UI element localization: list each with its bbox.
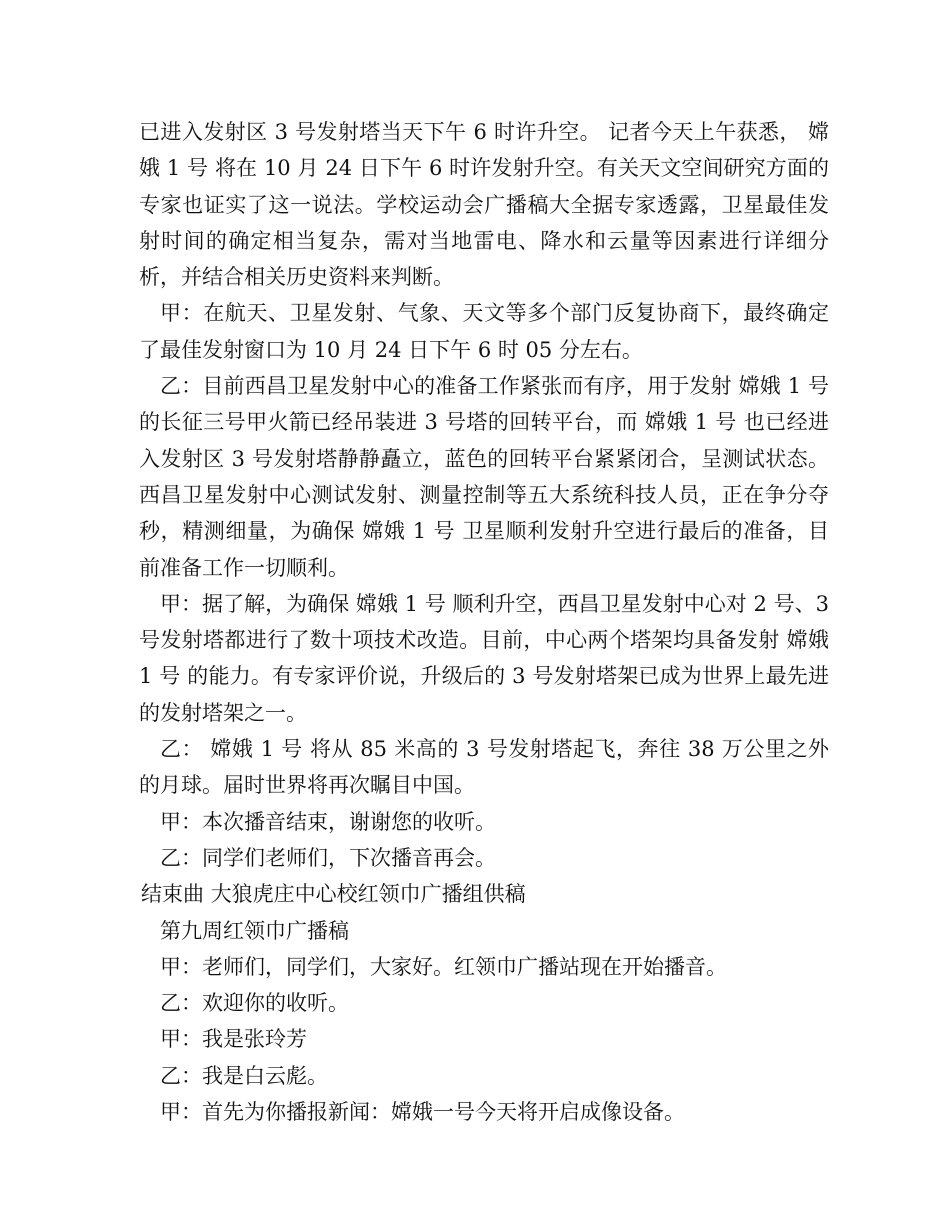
paragraph-jia-end: 甲：本次播音结束，谢谢您的收听。 <box>160 809 496 834</box>
paragraph-closing-credit: 结束曲 大狼虎庄中心校红领巾广播组供稿 <box>141 882 526 907</box>
paragraph-jia-tower-upgrade: 甲：据了解，为确保 嫦娥 1 号 顺利升空，西昌卫星发射中心对 2 号、3 号发射塔都进行了数十项技术改造。目前，中心两个塔架均具备发射 嫦娥 1 号 的能力。有专家评价说，升级后的 3 号发射塔架已成为世界上最先进的发射塔架之一。 <box>139 591 829 725</box>
paragraph-yi-moon: 乙： 嫦娥 1 号 将从 85 米高的 3 号发射塔起飞，奔往 38 万公里之外的月球。届时世界将再次瞩目中国。 <box>139 737 829 798</box>
paragraph-yi-farewell: 乙：同学们老师们，下次播音再会。 <box>160 845 496 870</box>
paragraph-yi-preparation: 乙：目前西昌卫星发射中心的准备工作紧张而有序，用于发射 嫦娥 1 号 的长征三号甲火箭已经吊装进 3 号塔的回转平台，而 嫦娥 1 号 也已经进入发射区 3 号发射塔静静矗立，蓝色的回转平台紧紧闭合，呈测试状态。西昌卫星发射中心测试发射、测量控制等五大系统科技人员，正在争分夺秒，精测细量，为确保 嫦娥 1 号 卫星顺利发射升空进行最后的准备，目前准备工作一切顺利。 <box>139 374 829 580</box>
paragraph-jia-name: 甲：我是张玲芳 <box>160 1027 307 1052</box>
paragraph-yi-name: 乙：我是白云彪。 <box>160 1063 328 1088</box>
paragraph-jia-news: 甲：首先为你播报新闻：嫦娥一号今天将开启成像设备。 <box>160 1100 685 1125</box>
paragraph-jia-greeting: 甲：老师们，同学们，大家好。红领巾广播站现在开始播音。 <box>160 954 727 979</box>
paragraph-launch-intro: 已进入发射区 3 号发射塔当天下午 6 时许升空。 记者今天上午获悉， 嫦娥 1 号 将在 10 月 24 日下午 6 时许发射升空。有关天文空间研究方面的专家也证实了这一说法。学校运动会广播稿大全据专家透露，卫星最佳发射时间的确定相当复杂，需对当地雷电、降水和云量等因素进行详细分析，并结合相关历史资料来判断。 <box>139 120 829 290</box>
section-title-week-nine: 第九周红领巾广播稿 <box>160 918 349 943</box>
paragraph-jia-launch-window: 甲：在航天、卫星发射、气象、天文等多个部门反复协商下，最终确定了最佳发射窗口为 10 月 24 日下午 6 时 05 分左右。 <box>139 301 829 362</box>
paragraph-yi-welcome: 乙：欢迎你的收听。 <box>160 991 349 1016</box>
document-body <box>139 114 829 1130</box>
